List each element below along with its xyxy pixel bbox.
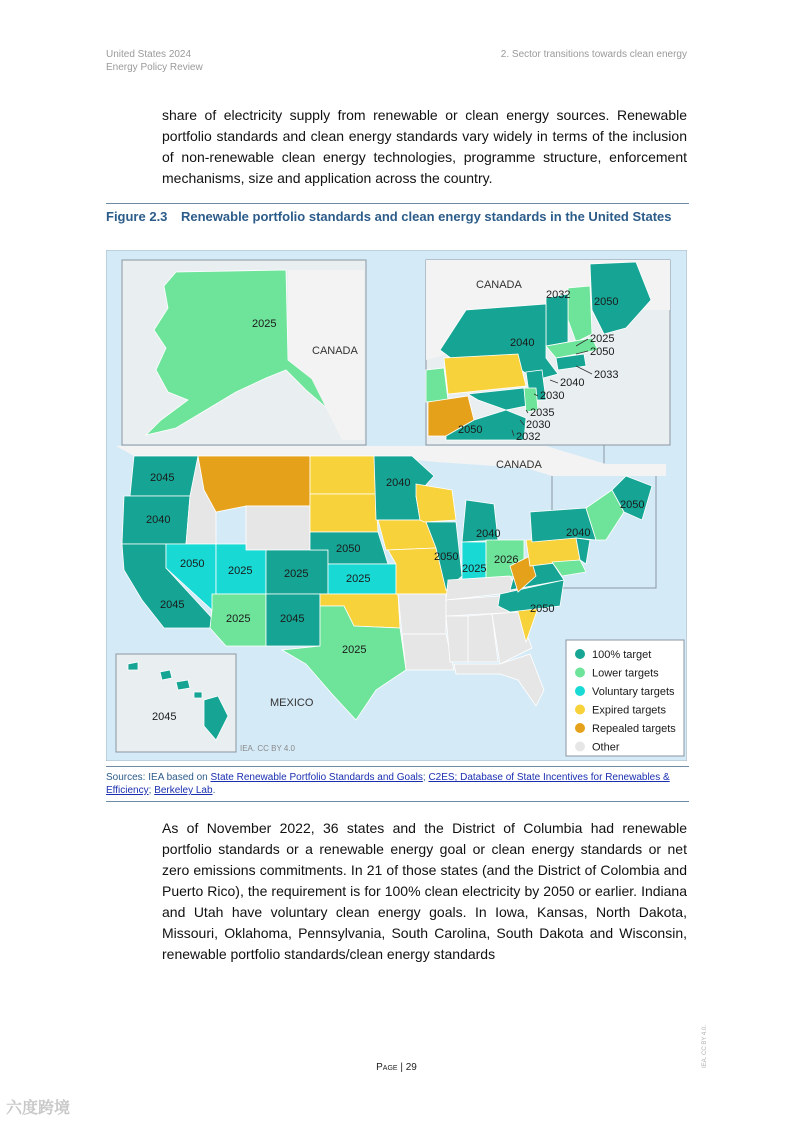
page-footer [0,1062,793,1073]
figure-bottom-rule-top [106,766,689,767]
figure-title [106,209,689,225]
sources-sep-2: ; [148,785,155,796]
inset-dc-year: 2030 [526,419,551,431]
page-number: 29 [405,1062,417,1073]
michigan-year: 2040 [476,528,501,540]
page-label: Page [376,1062,398,1073]
state-south-dakota [310,494,378,532]
figure-number: Figure 2.3 [106,209,168,224]
legend-swatch [575,686,585,696]
state-mississippi [446,616,468,662]
arizona-year: 2025 [226,613,251,625]
inset-new-york-year: 2040 [510,337,535,349]
page-separator: | [397,1062,406,1073]
california-north-year: 2050 [180,558,205,570]
inset-ohio-edge [426,368,448,402]
minnesota-year: 2040 [386,477,411,489]
source-link-rps[interactable]: State Renewable Portfolio Standards and Goals [210,772,423,783]
california-south-year: 2045 [160,599,185,611]
legend-swatch [575,723,585,733]
kansas-year: 2025 [346,573,371,585]
illinois-year: 2050 [434,551,459,563]
state-wisconsin [416,484,456,522]
texas-year: 2025 [342,644,367,656]
rps-map-figure [106,250,687,761]
state-louisiana [402,634,454,670]
body-paragraph: As of November 2022, 36 states and the District of Columbia had renewable portfolio standards or a renewable energy goal or clean energy standards or net zero emissions commitments. In 21 of those states (and the District of Colombia and Puerto Rico), the requirement is for 100% clean electricity by 2050 or earlier. Indiana and Utah have voluntary clean energy goals. In Iowa, Kansas, North Dakota, Missouri, Oklahoma, Pennsylvania, South Carolina, South Dakota and Wisconsin, renewable portfolio standards/clean energy standards [162,820,687,962]
canada-label-alaska: CANADA [312,345,358,357]
maine-year: 2050 [620,499,645,511]
figure-bottom-rule [106,801,689,802]
state-arkansas [398,594,446,634]
running-header-right: 2. Sector transitions towards clean energy [500,49,687,60]
figure-top-rule [106,203,689,204]
legend-label: Voluntary targets [592,686,675,698]
inset-vermont-year: 2032 [546,289,571,301]
inset-massachusetts-year: 2025 [590,333,615,345]
state-wyoming [246,506,310,550]
inset-maine-year: 2050 [594,296,619,308]
side-credit: IEA. CC BY 4.0. [702,1025,708,1068]
report-country-year: United States 2024 [106,49,192,60]
colorado-year: 2050 [336,543,361,555]
legend-label: Repealed targets [592,723,676,735]
inset-new-jersey-year: 2040 [560,377,585,389]
canada-label-main: CANADA [496,459,542,471]
legend-label: Other [592,741,620,754]
indiana-year: 2025 [462,563,487,575]
new-york-year: 2040 [566,527,591,539]
us-states-map [106,250,687,761]
figure-sources [106,771,689,797]
legend-label: 100% target [592,649,652,661]
hawaii-year: 2045 [152,711,177,723]
utah-year: 2025 [284,568,309,580]
inset-rhode-island-year: 2050 [590,346,615,358]
legend-label: Expired targets [592,704,666,717]
north-carolina-year: 2050 [530,603,555,615]
sources-prefix: Sources: IEA based on [106,772,211,783]
new-mexico-year: 2045 [280,613,305,625]
sources-sep-1: ; [422,772,429,783]
report-series-name: Energy Policy Review [106,62,203,73]
oregon-year: 2040 [146,514,171,526]
figure-credit: IEA. CC BY 4.0 [240,744,295,753]
alaska-year: 2025 [252,318,277,330]
state-north-dakota [310,456,376,494]
legend-swatch [575,705,585,715]
washington-year: 2045 [150,472,175,484]
running-header-left [106,48,203,74]
intro-paragraph: share of electricity supply from renewable or clean energy sources. Renewable portfolio standards and clean energy standards vary widely in terms of the inclusion of non-renewable clean energy technologies, programme structure, enforcement mechanisms, size and application across the country. [162,107,687,186]
inset-vermont [546,294,568,346]
inset-delaware-year: 2030 [540,390,565,402]
inset-connecticut-year: 2033 [594,369,619,381]
watermark-logo: 六度跨境 [6,1100,71,1117]
legend-swatch [575,649,585,659]
source-link-c2es[interactable]: C2ES; Database of State Incentives for Renewables & Efficiency [106,772,670,796]
inset-maryland-year: 2035 [530,407,555,419]
legend-swatch [575,742,585,752]
source-link-berkeley[interactable]: Berkeley Lab [154,785,213,796]
legend-swatch [575,668,585,678]
inset-virginia-year: 2050 [458,424,483,436]
state-montana [198,456,310,512]
nevada-year: 2025 [228,565,253,577]
ohio-year: 2026 [494,554,519,566]
mexico-label: MEXICO [270,697,314,709]
canada-label-inset: CANADA [476,279,522,291]
inset-dc2-year: 2032 [516,431,541,443]
sources-suffix: . [212,785,216,796]
figure-caption: Renewable portfolio standards and clean energy standards in the United States [181,209,672,224]
legend-label: Lower targets [592,667,659,680]
